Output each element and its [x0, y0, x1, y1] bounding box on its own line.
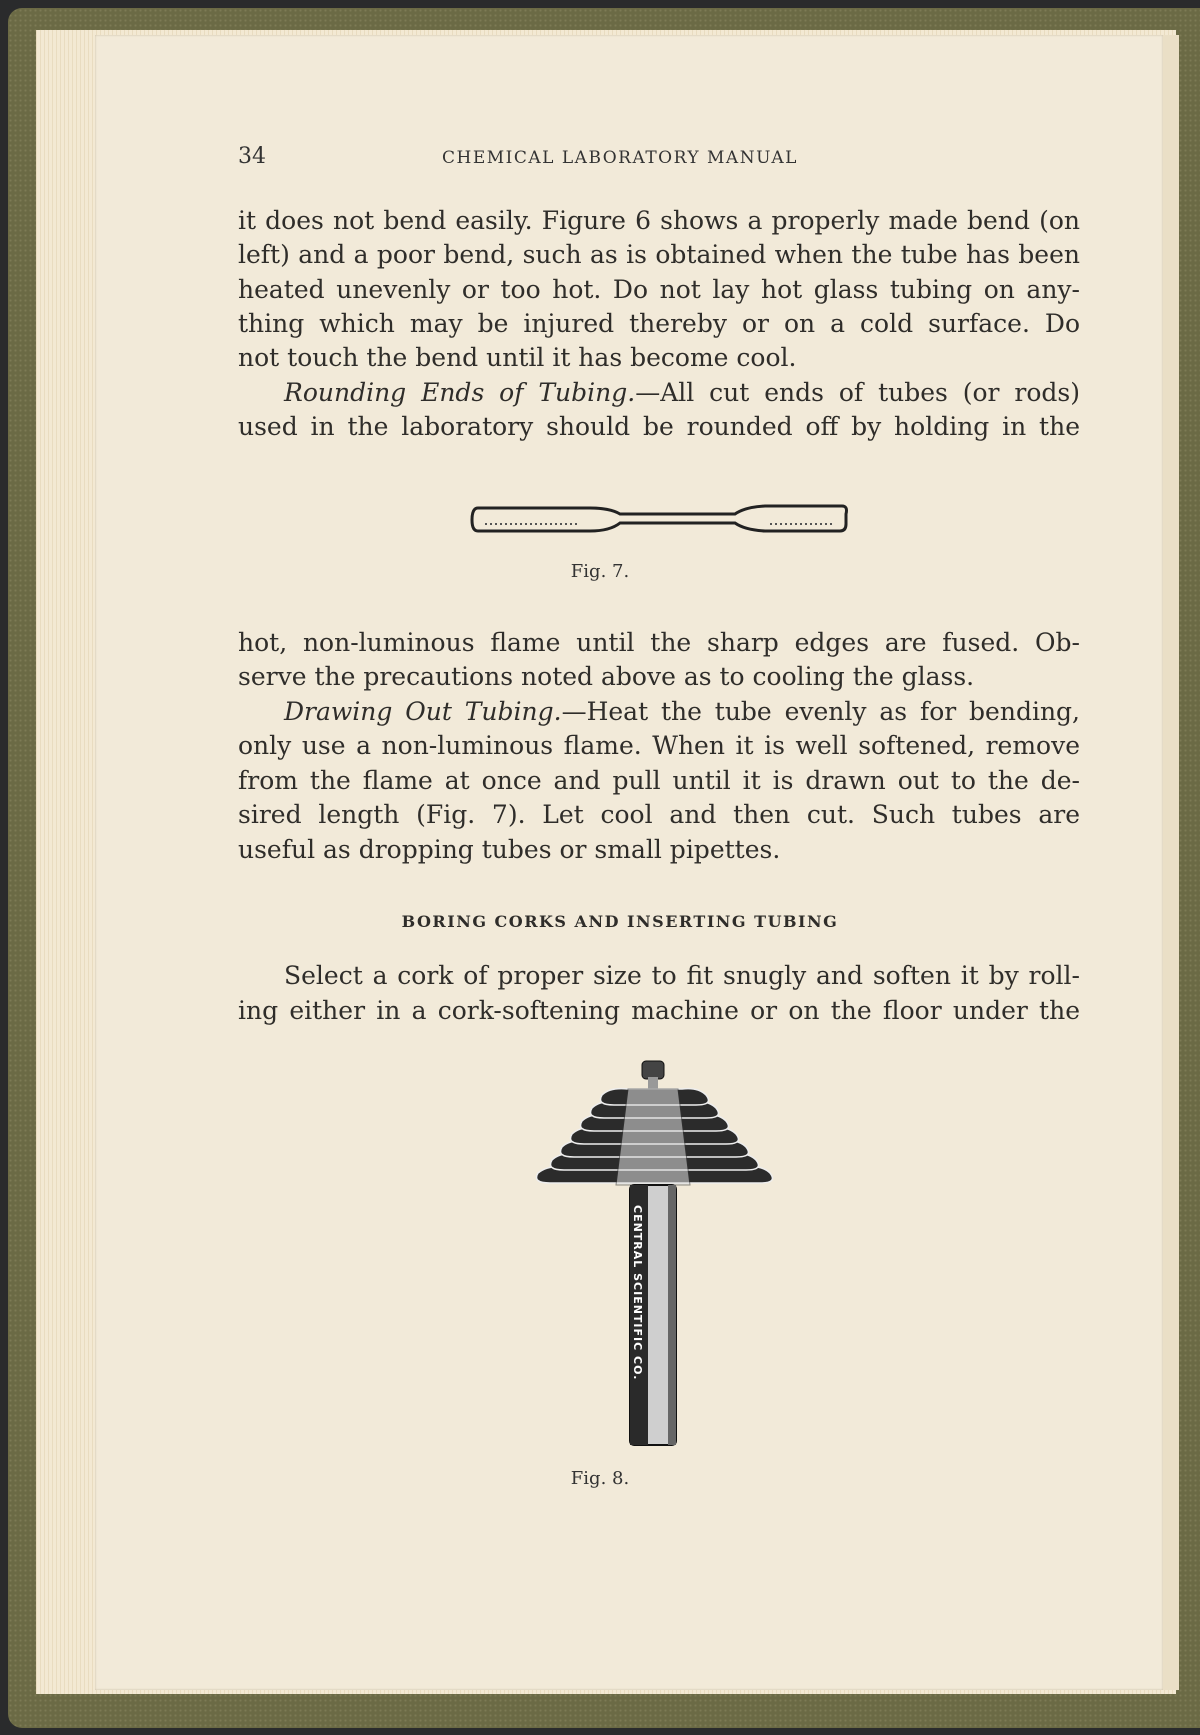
fig8-cork-borer-illustration	[530, 1055, 780, 1450]
text-line: hot, non-luminous flame until the sharp edges are fused. Ob-	[238, 628, 1080, 657]
text-line: only use a non-luminous flame. When it is well softened, remove	[238, 731, 1080, 760]
text-line: left) and a poor bend, such as is obtained when the tube has been	[238, 240, 1080, 269]
text-span: —All cut ends of tubes (or rods)	[635, 378, 1080, 407]
fig8-caption: Fig. 8.	[570, 1468, 630, 1489]
text-line: not touch the bend until it has become cool.	[238, 343, 797, 372]
text-line: useful as dropping tubes or small pipettes.	[238, 835, 781, 864]
run-in-title: Rounding Ends of Tubing.	[284, 378, 636, 407]
text-line: sired length (Fig. 7). Let cool and then cut. Such tubes are	[238, 800, 1080, 829]
text-line: ing either in a cork-softening machine or on the floor under the	[238, 996, 1080, 1025]
text-line: Select a cork of proper size to fit snugly and soften it by roll-	[284, 961, 1080, 990]
run-in-title: Drawing Out Tubing.	[284, 697, 562, 726]
text-line	[238, 697, 1080, 727]
page-number: 34	[238, 144, 266, 169]
fig7-caption: Fig. 7.	[570, 561, 630, 582]
text-line	[238, 378, 1080, 408]
text-span: —Heat the tube evenly as for bending,	[561, 697, 1080, 726]
text-line: thing which may be injured thereby or on a cold surface. Do	[238, 309, 1080, 338]
section-heading: BORING CORKS AND INSERTING TUBING	[401, 912, 839, 931]
text-line: it does not bend easily. Figure 6 shows a properly made bend (on	[238, 206, 1080, 235]
fig7-drawn-tube-illustration	[470, 500, 850, 536]
fig8-label: CENTRAL SCIENTIFIC CO.	[631, 1205, 644, 1381]
text-line: heated unevenly or too hot. Do not lay hot glass tubing on any-	[238, 275, 1080, 304]
text-line: used in the laboratory should be rounded off by holding in the	[238, 412, 1080, 441]
text-line: serve the precautions noted above as to cooling the glass.	[238, 662, 975, 691]
facing-page-edge	[1163, 35, 1179, 1690]
text-line: from the flame at once and pull until it is drawn out to the de-	[238, 766, 1080, 795]
running-title: CHEMICAL LABORATORY MANUAL	[442, 148, 798, 168]
